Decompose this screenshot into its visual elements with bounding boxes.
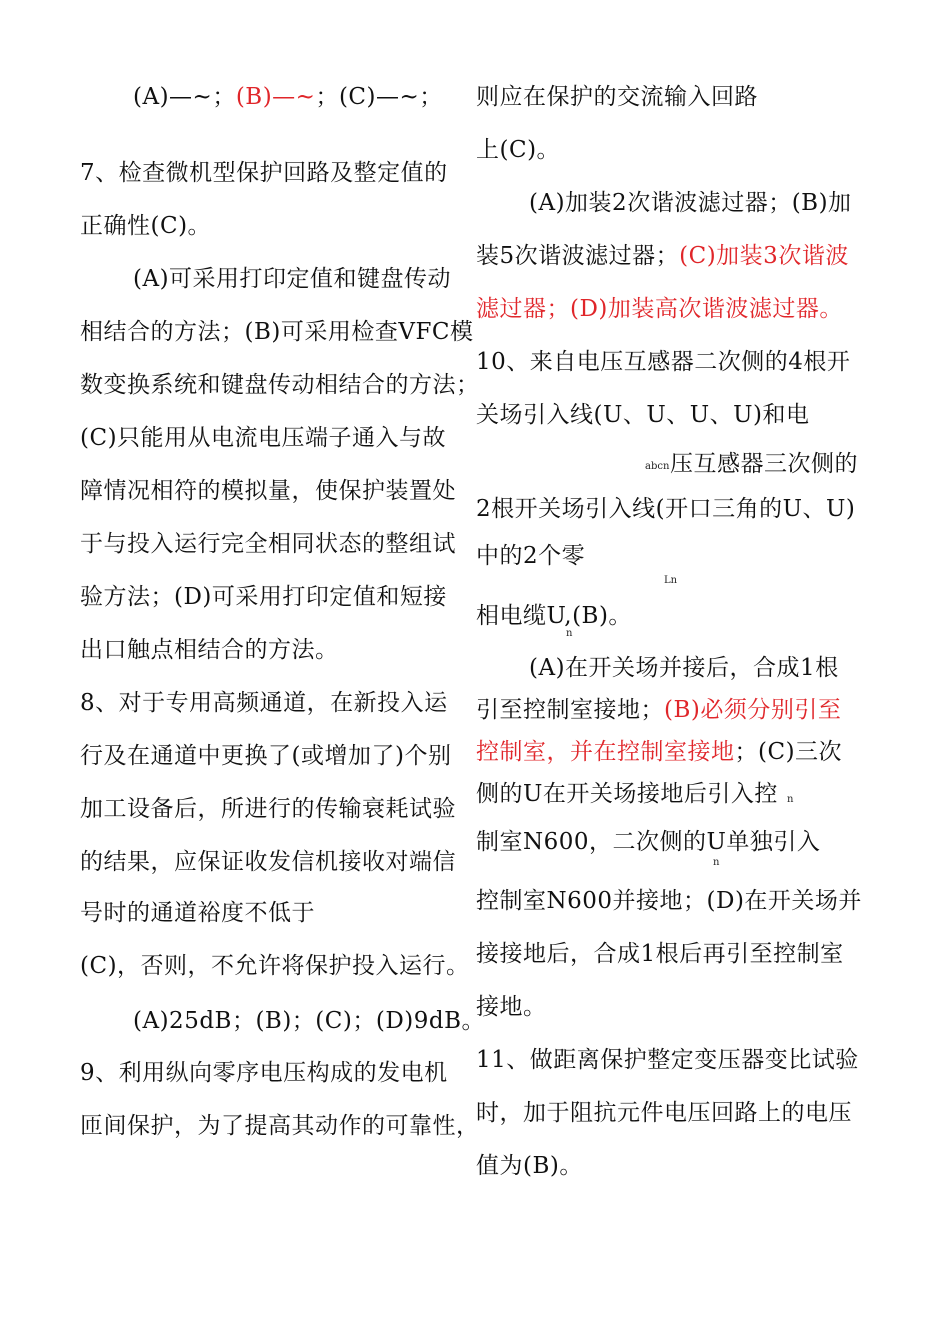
q8-question-line-1: 8、对于专用高频通道，在新投入运 <box>80 690 448 716</box>
q7-question-line-1: 7、检查微机型保护回路及整定值的 <box>80 160 448 186</box>
q8-question-line-6: (C)，否则，不允许将保护投入运行。 <box>80 953 470 979</box>
q10-options-line-3 <box>476 737 842 767</box>
q10-options-line-7: 接接地后，合成1根后再引至控制室 <box>476 941 844 967</box>
q10-question-line-3: 压互感器三次侧的 <box>670 451 858 477</box>
q9-question-line-2: 匝间保护，为了提高其动作的可靠性， <box>80 1113 480 1139</box>
q10-options-line-2 <box>476 695 841 725</box>
q10-question-line-1: 10、来自电压互感器二次侧的4根开 <box>476 349 851 375</box>
q7-options-line-5: 障情况相符的模拟量，使保护装置处 <box>80 478 456 504</box>
q11-question-line-2: 时，加于阻抗元件电压回路上的电压 <box>476 1100 852 1126</box>
q9-options-line-2 <box>476 241 849 271</box>
q9-option-c-answer: (C)加装3次谐波 <box>679 243 849 269</box>
q9-question-line-1: 9、利用纵向零序电压构成的发电机 <box>80 1060 448 1086</box>
q10-options-line-4: 侧的U在开关场接地后引入控 <box>476 781 778 807</box>
q10-subscript-n-1: n <box>566 628 573 639</box>
q10-options-line-1: (A)在开关场并接后，合成1根 <box>529 655 839 681</box>
q6-option-b-answer: (B)—~ <box>235 84 316 110</box>
q7-options-line-8: 出口触点相结合的方法。 <box>80 637 339 663</box>
q10-option-c-start: ；(C)三次 <box>734 739 843 765</box>
q7-options-line-3: 数变换系统和键盘传动相结合的方法； <box>80 372 480 398</box>
q8-question-line-5: 号时的通道裕度不低于 <box>80 900 315 926</box>
q6-option-a: (A)—~； <box>133 84 236 110</box>
q11-question-line-1: 11、做距离保护整定变压器变比试验 <box>476 1047 859 1073</box>
q10-subscript-abcn: abcn <box>645 461 670 472</box>
q10-option-a-tail: 引至控制室接地； <box>476 697 664 723</box>
q10-question-line-2: 关场引入线(U、U、U、U)和电 <box>476 402 810 428</box>
q7-options-line-4: (C)只能用从电流电压端子通入与故 <box>80 425 447 451</box>
q7-options-line-7: 验方法；(D)可采用打印定值和短接 <box>80 584 447 610</box>
q10-options-line-6: 控制室N600并接地；(D)在开关场并 <box>476 888 862 914</box>
q7-options-line-6: 于与投入运行完全相同状态的整组试 <box>80 531 456 557</box>
q10-options-line-5: 制室N600，二次侧的U单独引入 <box>476 829 821 855</box>
q7-question-line-2: 正确性(C)。 <box>80 213 212 239</box>
q10-options-line-8: 接地。 <box>476 994 547 1020</box>
q10-option-b-answer-cont: 控制室，并在控制室接地 <box>476 739 735 765</box>
q9-options-line-1: (A)加装2次谐波滤过器；(B)加 <box>529 190 852 216</box>
q9-question-line-3: 则应在保护的交流输入回路 <box>476 84 758 110</box>
q10-subscript-n-2: n <box>787 794 794 805</box>
q10-question-line-4: 2根开关场引入线(开口三角的U、U) <box>476 496 856 522</box>
q7-options-line-1: (A)可采用打印定值和键盘传动 <box>133 266 452 292</box>
q10-subscript-n-3: n <box>713 857 720 868</box>
q7-options-line-2: 相结合的方法；(B)可采用检查VFC模 <box>80 319 474 345</box>
q9-option-b-tail: 装5次谐波滤过器； <box>476 243 680 269</box>
q8-question-line-4: 的结果，应保证收发信机接收对端信 <box>80 849 456 875</box>
q6-options-line <box>133 82 443 112</box>
q8-question-line-2: 行及在通道中更换了(或增加了)个别 <box>80 743 452 769</box>
q10-question-line-6: 相电缆U,(B)。 <box>476 603 632 629</box>
q9-question-line-4: 上(C)。 <box>476 137 561 163</box>
q10-subscript-ln: Ln <box>664 575 678 586</box>
q8-options-line: (A)25dB；(B)；(C)；(D)9dB。 <box>133 1008 485 1034</box>
q6-option-c: ；(C)—~； <box>315 84 443 110</box>
q11-question-line-3: 值为(B)。 <box>476 1153 583 1179</box>
q8-question-line-3: 加工设备后，所进行的传输衰耗试验 <box>80 796 456 822</box>
q10-option-b-answer: (B)必须分别引至 <box>664 697 842 723</box>
q9-options-line-3-answer: 滤过器；(D)加装高次谐波滤过器。 <box>476 296 843 322</box>
q10-question-line-5: 中的2个零 <box>476 543 586 569</box>
